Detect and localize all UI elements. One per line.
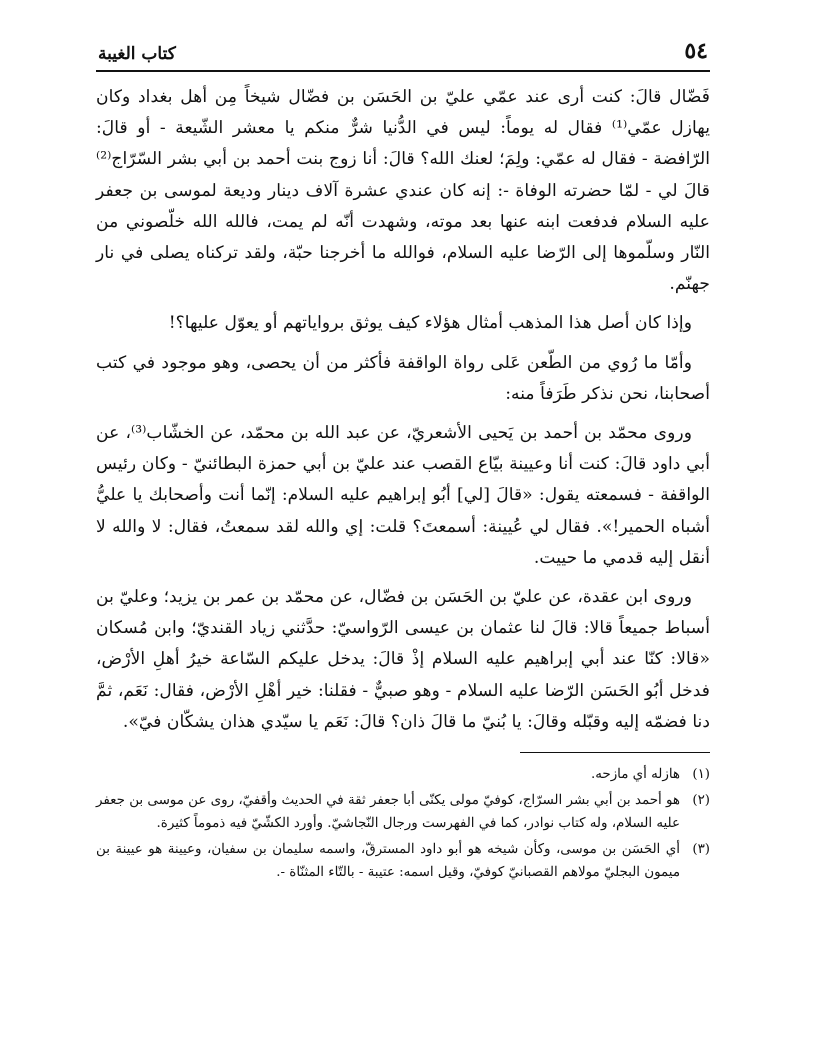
book-title: كتاب الغيبة xyxy=(98,44,176,64)
main-text xyxy=(96,82,710,738)
footnote-divider xyxy=(520,752,710,753)
footnotes xyxy=(96,763,710,885)
footnote xyxy=(96,763,710,787)
paragraph: فَضّال قالَ: كنت أرى عند عمّي عليّ بن الحَسَن بن فضّال شيخاً مِن أهل بغداد وكان يهازل عمّي⁽¹⁾ فقال له يوماً: ليس في الدُّنيا شرٌّ منكم يا معشر الشّيعة - أو قالَ: الرّافضة - فقال له عمّي: ولِمَ؛ لعنك الله؟ قالَ: أنا زوج بنت أحمد بن أبي بشر السّرّاج⁽²⁾ قالَ لي - لمّا حضرته الوفاة -: إنه كان عندي عشرة آلاف دينار وديعة لموسى بن جعفر عليه السلام فدفعت ابنه عنها بعد موته، وشهدت أنّه لم يمت، فالله الله خلّصوني من النّار وسلّموها إلى الرّضا عليه السلام، فوالله ما أخرجنا حبّة، ولقد تركناه يصلى في نار جهنّم. xyxy=(96,87,710,295)
paragraph: وروى محمّد بن أحمد بن يَحيى الأشعريّ، عن عبد الله بن محمّد، عن الخشّاب⁽³⁾، عن أبي داود قالَ: كنت أنا وعيينة بيّاع القصب عند عليّ بن أبي حمزة البطائنيّ - وكان رئيس الواقفة - فسمعته يقول: «قالَ [لي] أبُو إبراهيم عليه السلام: إنّما أنت وأصحابك يا عليُّ أشباه الحمير!». فقال لي عُيينة: أسمعتَ؟ قلت: إي والله لقد سمعتُ، فقال: لا والله لا أنقل إليه قدمي ما حييت. xyxy=(96,423,710,568)
footnote xyxy=(96,789,710,836)
footnote-text: هو أحمد بن أبي بشر السرّاج، كوفيّ مولى يكنّى أبا جعفر ثقة في الحديث وأقفيّ، روى عن موسى بن جعفر عليه السلام، وله كتاب نوادر، كما في الفهرست ورجال النّجاشيّ. وأورد الكشّيّ فيه ذموماً كثيرة. xyxy=(96,792,680,832)
paragraph: وروى ابن عقدة، عن عليّ بن الحَسَن بن فضّال، عن محمّد بن عمر بن يزيد؛ وعليّ بن أسباط جميعاً قالا: قالَ لنا عثمان بن عيسى الرّواسيّ: حدَّثني زياد القنديّ؛ وابن مُسكان «قالا: كنّا عند أبي إبراهيم عليه السلام إذْ قالَ: يدخل عليكم السّاعة خيرُ أهلِ الأرْض، فدخل أبُو الحَسَن الرّضا عليه السلام - وهو صبيٌّ - فقلنا: خير أهْلِ الأرْض، فقال: نَعَم، ثمَّ دنا فضمّه إليه وقبّله وقالَ: يا بُنيّ ما قالَ ذان؟ قالَ: نَعَم يا سيّدي هذان يشكّان فيّ». xyxy=(96,587,710,732)
footnote-number: (١) xyxy=(692,767,710,783)
footnote xyxy=(96,838,710,885)
footnote-text: أي الحَسَن بن موسى، وكأن شيخه هو أبو داود المسترقّ، واسمه سليمان بن سفيان، وعيينة هو عيينة بن ميمون البجليّ مولاهم القصبانيّ كوفيّ، وقيل اسمه: عتيبة - بالتّاء المثنّاة -. xyxy=(96,841,680,881)
page-header xyxy=(96,38,710,72)
footnote-number: (٣) xyxy=(692,841,710,857)
paragraph: وإذا كان أصل هذا المذهب أمثال هؤلاء كيف يوثق برواياتهم أو يعوّل عليها؟! xyxy=(168,313,692,334)
paragraph: وأمّا ما رُوي من الطّعن عَلى رواة الواقفة فأكثر من أن يحصى، وهو موجود في كتب أصحابنا، نحن نذكر طَرَفاً منه: xyxy=(96,352,710,404)
footnote-number: (٢) xyxy=(692,792,710,808)
footnote-text: هازله أي مازحه. xyxy=(590,767,680,783)
page-number: ٥٤ xyxy=(684,38,708,64)
